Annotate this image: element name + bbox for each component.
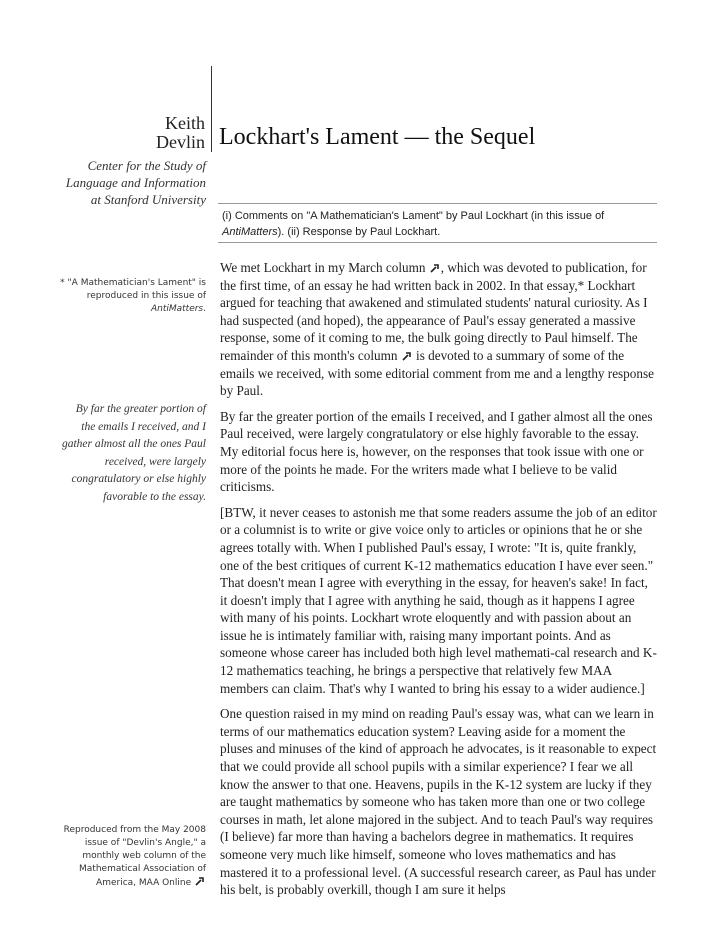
external-link-icon[interactable] <box>195 876 205 886</box>
source-line: Mathematical Association of <box>79 864 206 874</box>
affiliation-line: at Stanford University <box>90 192 206 207</box>
article-body <box>220 259 658 907</box>
paragraph: [BTW, it never ceases to astonish me that some readers assume the job of an editor or a columnist is to write or give voice only to articles or opinions that he or she agrees totally with. When I published Paul's essay, I wrote: "It is, quite frankly, one of the best critiques of current K-12 mathematics education I have ever seen." That doesn't mean I agree with everything in the essay, for heaven's sake! In fact, it doesn't imply that I agree with anything he said, though as it happens I agree with many of his points. Lockhart wrote eloquently and with passion about an issue he is intimately familiar with, raising many important points. And as someone whose career has included both high level mathemati-cal research and K-12 mathematics teaching, he brings a perspective that relatively few MAA members can claim. That's why I wanted to bring his essay to a wider audience.] <box>220 504 657 696</box>
source-line: monthly web column of the <box>82 851 206 861</box>
header-divider <box>211 66 212 152</box>
external-link-icon[interactable] <box>402 351 412 361</box>
paragraph: We met Lockhart in my March column , which was devoted to publication, for the first time, of an essay he had written back in 2002. In that essay,* Lockhart argued for teaching that awakened and stimulated students' natural curiosity. As I had suspected (and hoped), the appearance of Paul's essay generated a massive response, some of it coming to me, the bulk going directly to Paul himself. The remainder of this month's column is devoted to a summary of some of the emails we received, with some editorial comment from me and a lengthy response by Paul. <box>220 260 654 399</box>
source-line: issue of "Devlin's Angle," a <box>84 838 206 848</box>
intro-bottom-rule <box>218 242 657 243</box>
intro-top-rule <box>218 203 657 204</box>
affiliation-line: Center for the Study of <box>87 158 206 173</box>
paragraph: One question raised in my mind on reading Paul's essay was, what can we learn in terms of our mathematics education system? Leaving aside for a moment the pluses and minuses of the kind of approach he advocates, is it reasonable to expect that we could provide all school pupils with a similar experience? I fear we all know the answer to that one. Heavens, pupils in the K-12 system are lucky if they are taught mathematics by someone who has taken more than one or two college courses in math, let alone majored in the subject. And to teach Paul's way requires (I believe) far more than having a bachelors degree in mathematics. It requires someone very much like himself, someone who loves mathematics and has mastered it to a professional level. (A successful research career, as Paul has under his belt, is probably overkill, though I am sure it helps <box>220 706 657 898</box>
article-abstract <box>222 208 652 240</box>
footnote-lament <box>46 277 206 316</box>
footnote-line: * "A Mathematician's Lament" is <box>60 278 206 288</box>
abstract-text: (i) Comments on "A Mathematician's Lament" by Paul Lockhart (in this issue of <box>222 210 605 222</box>
source-line: Reproduced from the May 2008 <box>63 825 206 835</box>
author-affiliation <box>1 157 206 208</box>
abstract-text: ). (ii) Response by Paul Lockhart. <box>277 226 441 238</box>
footnote-line: AntiMatters. <box>150 304 206 314</box>
paragraph: By far the greater portion of the emails I received, and I gather almost all the ones Paul received, were largely congratulatory or else highly favorable to the essay. My editorial focus here is, however, on the responses that took issue with one or more of the points he made. For the writers made what I believe to be valid criticisms. <box>220 408 653 495</box>
external-link-icon[interactable] <box>430 263 440 273</box>
article-title: Lockhart's Lament — the Sequel <box>219 124 536 150</box>
author-last-name: Devlin <box>156 132 205 152</box>
affiliation-line: Language and Information <box>65 175 206 190</box>
journal-name: AntiMatters <box>222 226 278 238</box>
pull-quote: By far the greater portion of the emails I received, and I gather almost all the ones Paul received, were largely congratulatory or else highly favorable to the essay. <box>61 403 206 503</box>
journal-name: AntiMatters <box>150 304 204 314</box>
source-line: America, MAA Online <box>46 876 206 890</box>
author-name <box>156 114 205 152</box>
footnote-line: reproduced in this issue of <box>86 291 206 301</box>
source-note <box>46 824 206 890</box>
author-first-name: Keith <box>165 113 205 133</box>
